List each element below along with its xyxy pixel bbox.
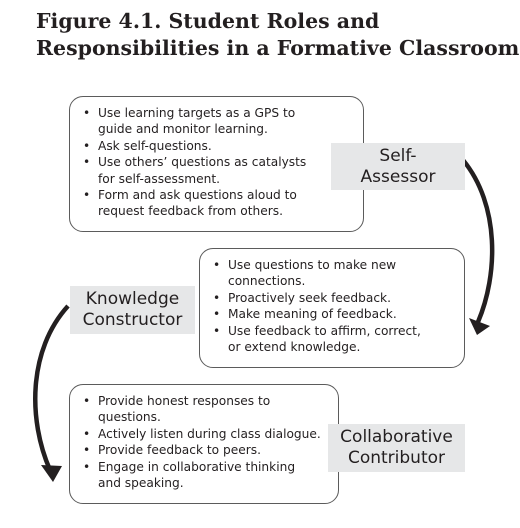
knowledge-constructor-box	[199, 248, 465, 368]
figure-title-line-2: Responsibilities in a Formative Classroom	[36, 36, 520, 60]
self-assessor-bullets	[80, 105, 355, 220]
figure-title-line-1: Figure 4.1. Student Roles and	[36, 9, 380, 33]
arrow-self-assessor-to-knowledge-constructor	[463, 160, 492, 322]
knowledge-constructor-bullets	[210, 257, 456, 355]
arrowhead-left	[41, 465, 62, 482]
arrow-knowledge-constructor-to-collaborative-contributor	[35, 306, 68, 470]
bullet-item: • Use learning targets as a GPS to guide and monitor learning.	[80, 105, 355, 138]
bullet-item: • Use feedback to affirm, correct, or extend knowledge.	[210, 323, 456, 356]
role-label-collaborative-contributor	[328, 424, 465, 472]
role-label-line: Assessor	[360, 167, 436, 187]
role-label-line: Self-	[379, 146, 417, 166]
role-label-self-assessor	[331, 143, 465, 190]
role-label-knowledge-constructor	[70, 286, 195, 334]
bullet-item: • Engage in collaborative thinking and speaking.	[80, 459, 332, 492]
role-label-line: Collaborative	[340, 427, 453, 447]
bullet-item: • Ask self-questions.	[80, 138, 355, 154]
role-label-line: Knowledge	[85, 289, 180, 309]
bullet-item: • Make meaning of feedback.	[210, 306, 456, 322]
bullet-item: • Provide feedback to peers.	[80, 442, 332, 458]
collaborative-contributor-box	[69, 384, 339, 504]
role-label-line: Contributor	[347, 448, 446, 468]
self-assessor-box	[69, 96, 364, 232]
bullet-item: • Form and ask questions aloud to request feedback from others.	[80, 187, 355, 220]
bullet-item: • Use others’ questions as catalysts for self-assessment.	[80, 154, 355, 187]
bullet-item: • Proactively seek feedback.	[210, 290, 456, 306]
role-label-line: Constructor	[82, 310, 183, 330]
collaborative-contributor-bullets	[80, 393, 332, 491]
bullet-item: • Provide honest responses to questions.	[80, 393, 332, 426]
bullet-item: • Use questions to make new connections.	[210, 257, 456, 290]
bullet-item: • Actively listen during class dialogue.	[80, 426, 332, 442]
